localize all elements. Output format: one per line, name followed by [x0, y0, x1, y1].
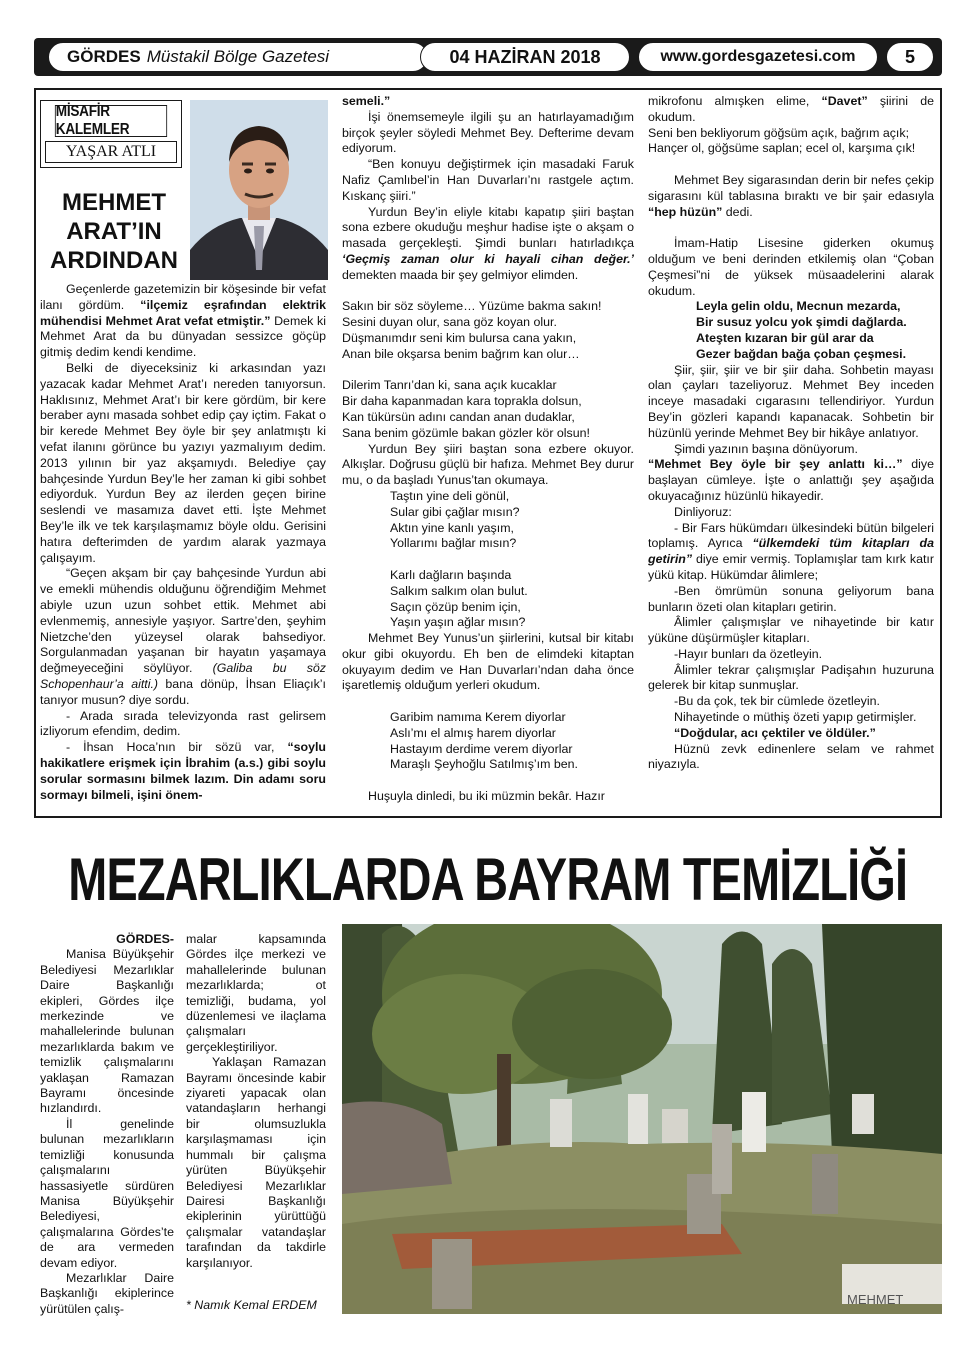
paragraph: Mehmet Bey Yunus’un şiirlerini, kutsal bir kitabı okur gibi okuyordu. Eh ben de elimdeki kitaptan okuyayım dedim ve Han Duvarları’ndan daha önce işaretlemiş olduğum yerleri okudum. [342, 631, 634, 693]
paragraph: Yurdun Bey’in eliyle kitabı kapatıp şiiri baştan sona ezbere okuduğu meşhur hadise işte o akşam o masada gerçekleşti. Şimdi bunları hatırladıkça ‘Geçmiş zaman olur ki hayali cihan değer.’ demekten maada bir şey gelmiyor elimden. [342, 204, 634, 282]
news-column-1 [40, 932, 174, 1317]
article-column-2 [342, 94, 634, 805]
news-headline [34, 842, 942, 916]
paragraph: Belki de diyeceksiniz ki arkasından yazı yazacak kadar Mehmet Arat’ı nereden tanıyorsun. Haklısınız, Mehmet Arat’ı bir kere gördüm, bir kere beraber aynı masada sohbet edip çay içtim. Fakat o bir kerede Mehmet Bey öyle bir şey anlatmıştı ki vefat ilanını görünce bu yazıyı yazmalıyım dedim. 2013 yılının bir yaz akşamıydı. Belediye çay bahçesinde Yurdun Bey’le her zaman ki gibi sohbet ediyorduk. Yurdun Bey az ilerden geçen birine seslendi ve masamıza davet etti. İşte Mehmet Bey’le ilk ve tek karşılaşmamız böyle oldu. Gerisini hatıra defterimden de yardım alarak yazmaya çalışayım. [40, 360, 326, 565]
paragraph: - İhsan Hoca’nın bir sözü var, “soylu hakikatlere erişmek için İbrahim (a.s.) gibi soylu sorular sormasını bilmek lazım. Din adamı soru sormayı bilmeli, işini önem- [40, 740, 326, 802]
article-title-line: ARAT’IN [66, 218, 162, 245]
paragraph: Şiir, şiir, şiir ve bir şiir daha. Sohbetin mayası olan çayları tazeliyoruz. Mehmet Bey inceden inceye masadaki cıgarasını tellendiriyor. Yurdun Bey’in gözleri kapandı kapanacak. Sohbetin bir hüzünlü yerinde Mehmet Bey bir hikâye anlatıyor. [648, 362, 934, 440]
paragraph: “Mehmet Bey öyle bir şey anlattı ki…” diye başlayan cümleye. İşte o anlattığı şey aşağıda okuyacağınız hüzünlü hikayedir. [648, 457, 934, 503]
poem-stanza: Karlı dağların başında Salkım salkım olan bulut. Saçın çözüp benim için, Yaşın yaşın ağlar mısın? [390, 567, 528, 630]
paragraph: Yaklaşan Ramazan Bayramı öncesinde kabir ziyareti yapacak olan vatandaşların herhangi bir olumsuzlukla karşılaşmaması için hummalı bir çalışma yürüten Büyükşehir Belediyesi Mezarlıklar Dairesi Başkanlığı ekiplerinin yürüttüğü çalışmalar vatandaşlar tarafından da takdirle karşılanıyor. [186, 1055, 326, 1270]
paragraph: Mehmet Bey sigarasından derin bir nefes çekip sigarasını kül tablasına bıraktı ve bir şair edasıyla “hep hüzün” dedi. [648, 172, 934, 219]
poem-stanza: Dilerim Tanrı’dan ki, sana açık kucaklar Bir daha kapanmadan kara toprakla dolsun, Kan tükürsün adını candan anan dudaklar, Sana benim gözümle bakan gözler kör olsun! [342, 378, 590, 440]
paragraph: Yurdun Bey şiiri baştan sona ezbere okuyor. Alkışlar. Doğrusu güçlü bir hafıza. Mehmet Bey durur mu, o da başladı Yunus’tan okumaya. [342, 441, 634, 488]
paragraph: semeli.” [342, 94, 391, 108]
author-portrait [190, 100, 328, 280]
paragraph: - Arada sırada televizyonda rast gelirsem izliyorum efendim, dedim. [40, 708, 326, 739]
paragraph: Mezarlıklar Daire Başkanlığı ekiplerince yürütülen çalış- [40, 1270, 174, 1316]
paragraph: Nihayetinde o müthiş özeti yapıp getirmişler. [674, 710, 917, 725]
paragraph: Âlimler çalışmışlar ve nihayetinde bir katır yüküne düşürmüşler kitapları. [648, 615, 934, 646]
poem-stanza: Leyla gelin oldu, Mecnun mezarda, Bir susuz yolcu yok şimdi dağlarda. Ateşten kızaran bir gül arar da Gezer bağdan bağa çoban çeşmesi. [696, 299, 907, 361]
paragraph: “Ben konuyu değiştirmek için masadaki Faruk Nafiz Çamlıbel’in Han Duvarları’nı rastgele açtım. Kıskanç şiiri.” [342, 157, 634, 203]
paragraph: Geçenlerde gazetemizin bir köşesinde bir vefat ilanı gördüm. “ilçemiz eşrafından elektrik mühendisi Mehmet Arat vefat etmiştir.” Demek ki Mehmet Arat da bu dünyadan sessizce göçüp gitmiş dedim kendi kendime. [40, 282, 326, 360]
issue-date: 04 HAZİRAN 2018 [420, 42, 630, 72]
paragraph: -Ben ömrümün sonuna geliyorum bana bunların özeti olan kitapları getirin. [648, 583, 934, 614]
paragraph: -Hayır bunları da özetleyin. [674, 646, 823, 661]
cemetery-photo-icon [342, 924, 942, 1314]
author-name: YAŞAR ATLI [45, 141, 177, 163]
article-title-line: ARDINDAN [50, 247, 178, 274]
paragraph: malar kapsamında Gördes ilçe merkezi ve mahallelerinde bulunan mezarlıklarda; ot temizliği, budama, yol düzenlemesi ve ilaçlama çalışmaları gerçekleştiriliyor. [186, 932, 326, 1054]
paragraph: İşi önemsemeyle ilgili şu an hatırlayamadığım birçok şeyler söyledi Mehmet Bey. Defterime devam ediyorum. [342, 109, 634, 156]
article-title [40, 188, 188, 275]
paragraph: İl genelinde bulunan mezarlıkların temizliği konusunda çalışmalarını hassasiyetle sürdüren Manisa Büyükşehir Belediyesi, çalışmalarına Gördes’te de ara vermeden devam ediyor. [40, 1116, 174, 1270]
paragraph: İmam-Hatip Lisesine giderken okumuş olduğum ve beni derinden etkilemiş olan “Çoban Çeşmesi”ni de yüksek müsaadelerini alarak okudum. [648, 236, 934, 298]
paragraph: “Geçen akşam bir çay bahçesinde Yurdun abi ve emekli mühendis olduğunu öğrendiğim Mehmet abiyle uzun uzun sohbet ettik. Mehmet abi evlenmemiş, annesiyle yaşıyor. Sartre’den, şeyhim Nietzche’den yüzeysel olarak bahsediyor. Sorgulanmadan yaşanan bir hayatın yaşamaya değmeyeceğini söylüyor. (Galiba bu söz Schopenhaur’a aitti.) bana dönüp, İhsan Eliaçık’ı tanıyor musun? diye sordu. [40, 566, 326, 707]
paragraph: Huşuyla dinledi, bu iki müzmin bekâr. Hazır [368, 789, 605, 804]
paragraph: Manisa Büyükşehir Belediyesi Mezarlıklar Daire Başkanlığı ekipleri, Gördes ilçe merkezinde ve mahallelerinde bulunan mezarlıklarda bakım ve temizlik çalışmalarını yaklaşan Ramazan Bayramı öncesinde hızlandırdı. [40, 947, 174, 1116]
masthead [34, 38, 942, 76]
poem-stanza: Taştın yine deli gönül, Sular gibi çağlar mısın? Aktın yine kanlı yaşım, Yollarımı bağlar mısın? [390, 488, 520, 551]
portrait-icon [190, 100, 328, 280]
paper-tagline: Müstakil Bölge Gazetesi [146, 47, 330, 66]
paragraph: - Bir Fars hükümdarı ülkesindeki bütün bilgeleri toplamış. Ayrıca “ülkemdeki tüm kitapları da getirin” diye emir vermiş. Toplamışlar tam kırk katır yükü kitap. Hükümdar âlimlere; [648, 520, 934, 582]
paragraph: Hüznü zevk edinenlere selam ve rahmet niyazıyla. [648, 741, 934, 772]
paragraph: mikrofonu almışken elime, “Davet” şiirini de okudum. [648, 94, 934, 124]
cemetery-photo [342, 924, 942, 1314]
dateline: GÖRDES- [116, 932, 174, 946]
author-credit: * Namık Kemal ERDEM [186, 1298, 317, 1312]
poem-stanza: Sakın bir söz söyleme… Yüzüme bakma sakın! Sesini duyan olur, sana göz koyan olur. Düşmanımdır seni kim bulursa cana yakın, Anan bile okşarsa benim bağrım kan olur… [342, 299, 602, 361]
website-link[interactable]: www.gordesgazetesi.com [638, 42, 878, 72]
headline-text: MEZARLIKLARDA BAYRAM TEMİZLİĞİ [68, 845, 908, 913]
section-label: MİSAFİR KALEMLER [55, 105, 167, 137]
page-number: 5 [886, 42, 934, 72]
paragraph: Dinliyoruz: [674, 504, 732, 519]
paragraph: Âlimler tekrar çalışmışlar Padişahın huzuruna gelerek bir kitap sunmuşlar. [648, 662, 934, 693]
paragraph: -Bu da çok, tek bir cümlede özetleyin. [674, 694, 880, 709]
news-column-2 [186, 932, 326, 1271]
gravestone-inscription: MEHMET [847, 1292, 904, 1307]
author-byline [40, 100, 182, 168]
poem-stanza: Garibim namıma Kerem diyorlar Aslı’mı el almış harem diyorlar Hastayım derdime verem diyorlar Maraşlı Şeyhoğlu Satılmış’ım ben. [390, 710, 579, 772]
article-column-3 [648, 94, 934, 773]
article-title-line: MEHMET [62, 189, 166, 216]
paragraph: “Doğdular, acı çektiler ve öldüler.” [674, 725, 876, 740]
paper-name: GÖRDES [67, 47, 141, 66]
article-column-1 [40, 282, 326, 803]
paragraph: Şimdi yazının başına dönüyorum. [674, 441, 858, 456]
poem-stanza: Seni ben bekliyorum göğsüm açık, bağrım açık; Hançer ol, göğsüme saplan; ecel ol, karşıma çık! [648, 125, 916, 156]
paper-title-pill [48, 42, 428, 72]
